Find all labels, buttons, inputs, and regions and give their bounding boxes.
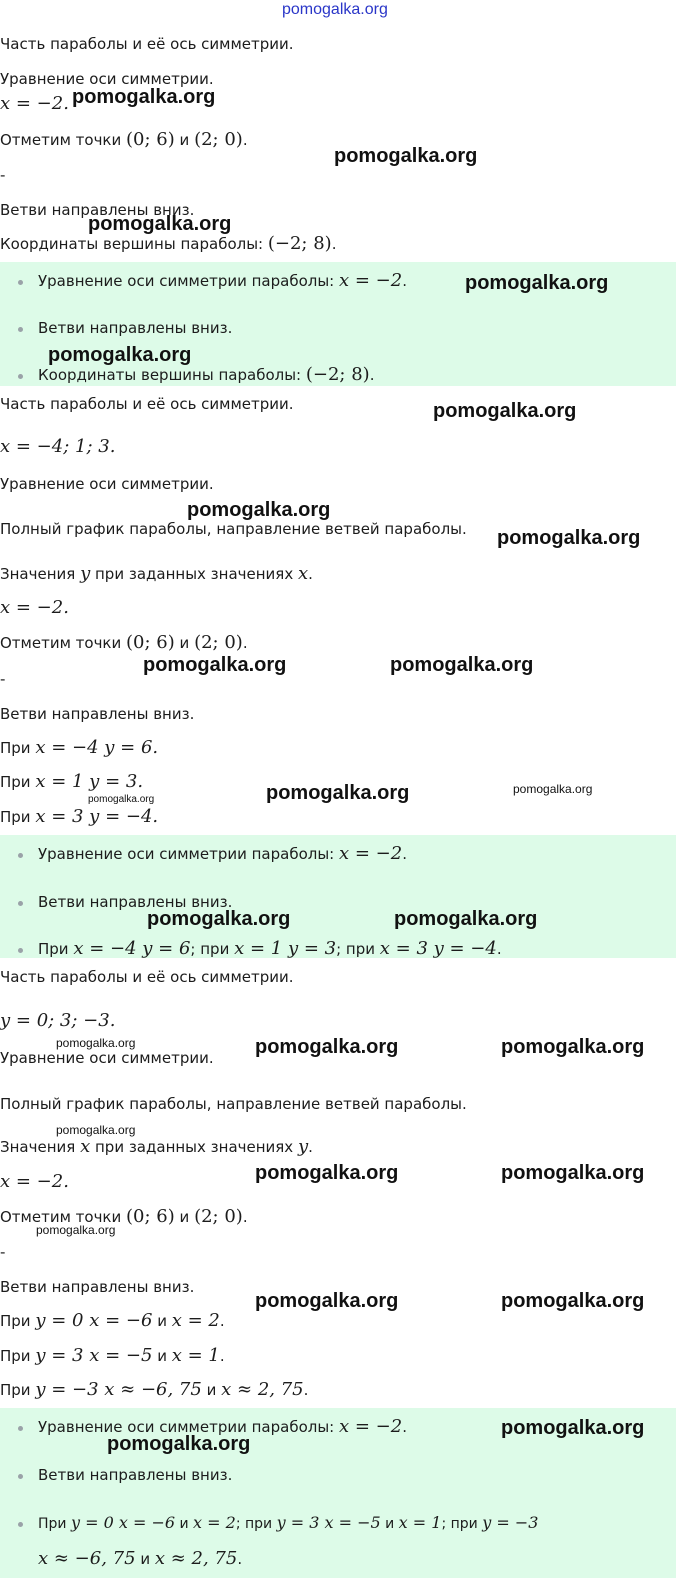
math-line: y = 0; 3; −3. — [0, 1010, 116, 1031]
bullet-icon — [18, 1426, 23, 1431]
text-line: Уравнение оси симметрии. — [0, 1049, 214, 1067]
watermark-overlay: pomogalka.org — [88, 213, 232, 235]
text-line: Часть параболы и её ось симметрии. — [0, 968, 294, 986]
watermark-overlay: pomogalka.org — [187, 499, 331, 521]
text-line: Отметим точки (0; 6) и (2; 0). — [0, 129, 248, 150]
text-line: Уравнение оси симметрии. — [0, 70, 214, 88]
watermark-overlay: pomogalka.org — [147, 908, 291, 930]
text-line: При y = 3 x = −5 и x = 1. — [0, 1345, 225, 1366]
watermark-overlay: pomogalka.org — [56, 1123, 136, 1137]
text-line: При y = 0 x = −6 и x = 2. — [0, 1310, 225, 1331]
watermark-top: pomogalka.org — [282, 1, 388, 18]
text-line: Отметим точки (0; 6) и (2; 0). — [0, 632, 248, 653]
watermark-overlay: pomogalka.org — [88, 794, 155, 805]
math-line: x = −2. — [0, 597, 69, 618]
watermark-overlay: pomogalka.org — [433, 400, 577, 422]
watermark-overlay: pomogalka.org — [255, 1290, 399, 1312]
text-line: Полный график параболы, направление ветвей параболы. — [0, 1095, 467, 1113]
watermark-overlay: pomogalka.org — [107, 1433, 251, 1455]
watermark-overlay: pomogalka.org — [497, 527, 641, 549]
bullet-icon — [18, 853, 23, 858]
dash-line: - — [0, 1243, 6, 1261]
text-line: При x = 1 y = 3. — [0, 771, 144, 792]
text-line: Ветви направлены вниз. — [0, 1278, 195, 1296]
watermark-overlay: pomogalka.org — [465, 272, 609, 294]
text-line: Значения y при заданных значениях x. — [0, 563, 313, 584]
text-line: Ветви направлены вниз. — [0, 705, 195, 723]
watermark-overlay: pomogalka.org — [48, 344, 192, 366]
watermark-overlay: pomogalka.org — [56, 1036, 136, 1050]
text-line: Отметим точки (0; 6) и (2; 0). — [0, 1206, 248, 1227]
math-line: x = −4; 1; 3. — [0, 436, 116, 457]
text-line: Полный график параболы, направление ветвей параболы. — [0, 520, 467, 538]
summary-item: При y = 0 x = −6 и x = 2; при y = 3 x = −5 и x = 1; при y = −3 — [38, 1513, 539, 1532]
watermark-overlay: pomogalka.org — [143, 654, 287, 676]
summary-box — [0, 835, 676, 958]
watermark-overlay: pomogalka.org — [513, 782, 593, 796]
summary-item: Ветви направлены вниз. — [38, 893, 233, 911]
bullet-icon — [18, 280, 23, 285]
watermark-overlay: pomogalka.org — [255, 1036, 399, 1058]
summary-item: Уравнение оси симметрии параболы: x = −2. — [38, 843, 407, 864]
text-line: Координаты вершины параболы: (−2; 8). — [0, 233, 337, 254]
summary-item: Координаты вершины параболы: (−2; 8). — [38, 364, 375, 385]
watermark-overlay: pomogalka.org — [390, 654, 534, 676]
math-line: x = −2. — [0, 1171, 69, 1192]
text-line: Уравнение оси симметрии. — [0, 475, 214, 493]
watermark-overlay: pomogalka.org — [72, 86, 216, 108]
watermark-overlay: pomogalka.org — [334, 145, 478, 167]
text-line: Часть параболы и её ось симметрии. — [0, 35, 294, 53]
math-line: x = −2. — [0, 93, 69, 114]
bullet-icon — [18, 948, 23, 953]
summary-item-continued: x ≈ −6, 75 и x ≈ 2, 75. — [38, 1548, 243, 1569]
bullet-icon — [18, 901, 23, 906]
bullet-icon — [18, 1474, 23, 1479]
watermark-overlay: pomogalka.org — [501, 1162, 645, 1184]
bullet-icon — [18, 374, 23, 379]
bullet-icon — [18, 1522, 23, 1527]
text-line: При y = −3 x ≈ −6, 75 и x ≈ 2, 75. — [0, 1379, 309, 1400]
text-line: Часть параболы и её ось симметрии. — [0, 395, 294, 413]
watermark-overlay: pomogalka.org — [266, 782, 410, 804]
watermark-overlay: pomogalka.org — [501, 1290, 645, 1312]
dash-line: - — [0, 670, 6, 688]
watermark-overlay: pomogalka.org — [255, 1162, 399, 1184]
watermark-overlay: pomogalka.org — [501, 1036, 645, 1058]
dash-line: - — [0, 166, 6, 184]
text-line: При x = −4 y = 6. — [0, 737, 159, 758]
summary-item: Уравнение оси симметрии параболы: x = −2. — [38, 270, 407, 291]
summary-item: При x = −4 y = 6; при x = 1 y = 3; при x = 3 y = −4. — [38, 938, 502, 959]
watermark-overlay: pomogalka.org — [394, 908, 538, 930]
text-line: При x = 3 y = −4. — [0, 806, 159, 827]
text-line: Ветви направлены вниз. — [0, 201, 195, 219]
watermark-overlay: pomogalka.org — [36, 1223, 116, 1237]
summary-item: Уравнение оси симметрии параболы: x = −2. — [38, 1416, 407, 1437]
bullet-icon — [18, 327, 23, 332]
watermark-overlay: pomogalka.org — [501, 1417, 645, 1439]
text-line: Значения x при заданных значениях y. — [0, 1136, 313, 1157]
summary-item: Ветви направлены вниз. — [38, 319, 233, 337]
summary-item: Ветви направлены вниз. — [38, 1466, 233, 1484]
